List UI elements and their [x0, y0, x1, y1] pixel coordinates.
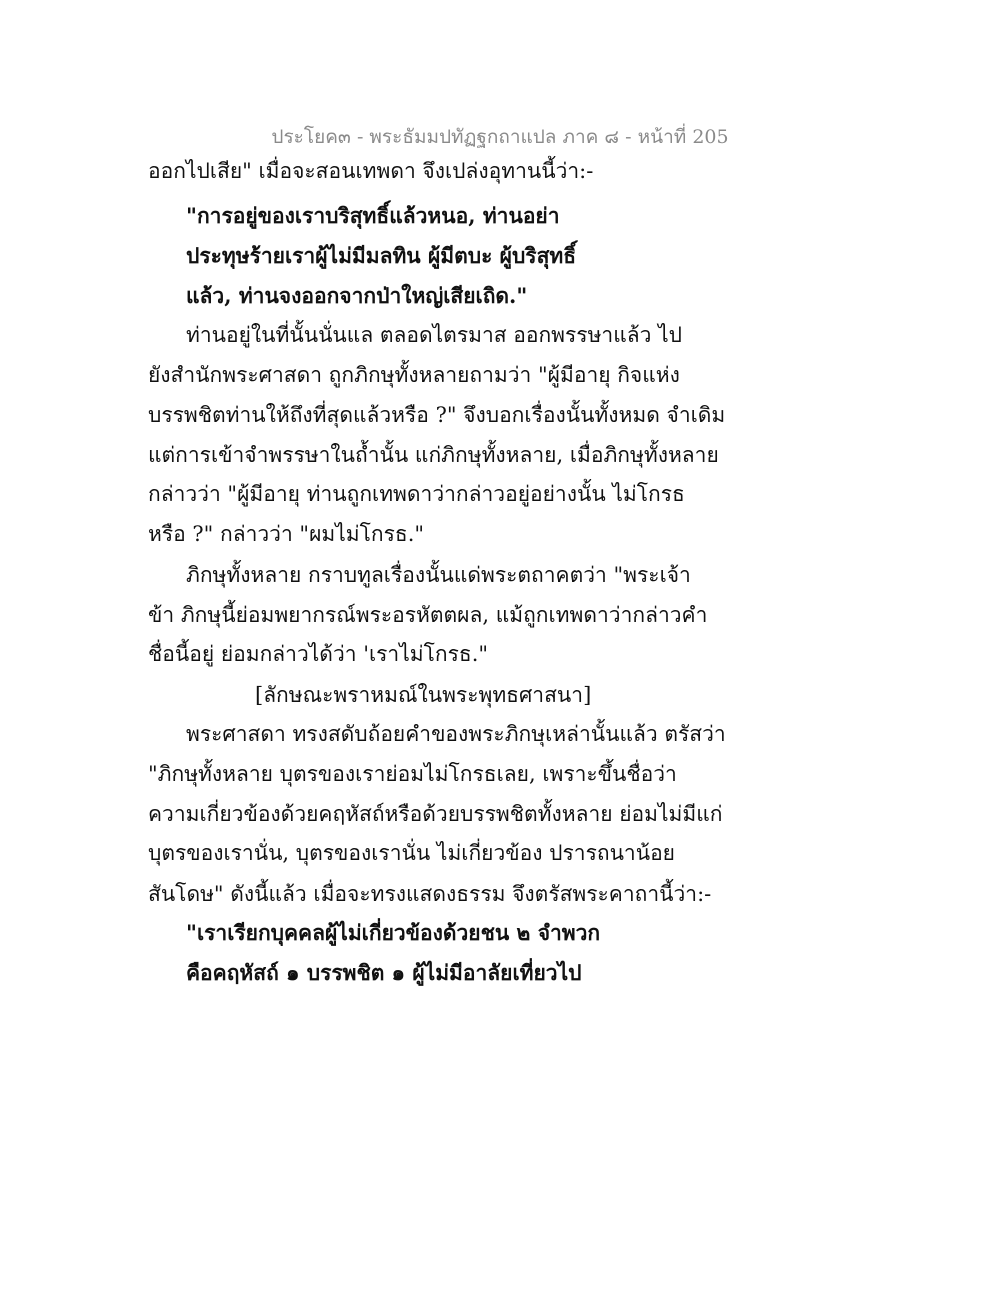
text-line: บรรพชิตท่านให้ถึงที่สุดแล้วหรือ ?" จึงบอกเรื่องนั้นทั้งหมด จำเดิม	[148, 403, 726, 427]
text-line: ออกไปเสีย" เมื่อจะสอนเทพดา จึงเปล่งอุทานนี้ว่า:-	[148, 159, 594, 183]
page-header: ประโยค๓ - พระธัมมปทัฏฐกถาแปล ภาค ๘ - หน้าที่ 205	[271, 126, 729, 148]
verse-line: คือคฤหัสถ์ ๑ บรรพชิต ๑ ผู้ไม่มีอาลัยเที่ยวไป	[186, 960, 582, 985]
verse-line: "การอยู่ของเราบริสุทธิ์แล้วหนอ, ท่านอย่า	[186, 203, 560, 228]
text-line: สันโดษ" ดังนี้แล้ว เมื่อจะทรงแสดงธรรม จึงตรัสพระคาถานี้ว่า:-	[148, 882, 712, 906]
verse-line: "เราเรียกบุคคลผู้ไม่เกี่ยวข้องด้วยชน ๒ จำพวก	[186, 920, 601, 945]
text-line: ความเกี่ยวข้องด้วยคฤหัสถ์หรือด้วยบรรพชิตทั้งหลาย ย่อมไม่มีแก่	[148, 802, 723, 826]
text-line: ท่านอยู่ในที่นั้นนั่นแล ตลอดไตรมาส ออกพรรษาแล้ว ไป	[186, 323, 682, 347]
text-line: ภิกษุทั้งหลาย กราบทูลเรื่องนั้นแด่พระตถาคตว่า "พระเจ้า	[186, 563, 691, 587]
text-line: พระศาสดา ทรงสดับถ้อยคำของพระภิกษุเหล่านั้นแล้ว ตรัสว่า	[186, 722, 726, 746]
text-line: ข้า ภิกษุนี้ย่อมพยากรณ์พระอรหัตตผล, แม้ถูกเทพดาว่ากล่าวคำ	[148, 603, 708, 627]
text-line: ยังสำนักพระศาสดา ถูกภิกษุทั้งหลายถามว่า "ผู้มีอายุ กิจแห่ง	[148, 363, 680, 387]
text-line: แต่การเข้าจำพรรษาในถ้ำนั้น แก่ภิกษุทั้งหลาย, เมื่อภิกษุทั้งหลาย	[148, 443, 719, 467]
text-line: บุตรของเรานั่น, บุตรของเรานั่น ไม่เกี่ยวข้อง ปรารถนาน้อย	[148, 841, 675, 865]
text-line: กล่าวว่า "ผู้มีอายุ ท่านถูกเทพดาว่ากล่าวอยู่อย่างนั้น ไม่โกรธ	[148, 482, 685, 506]
text-line: หรือ ?" กล่าวว่า "ผมไม่โกรธ."	[148, 522, 425, 546]
text-line: ชื่อนี้อยู่ ย่อมกล่าวได้ว่า 'เราไม่โกรธ."	[148, 642, 489, 666]
verse-line: ประทุษร้ายเราผู้ไม่มีมลทิน ผู้มีตบะ ผู้บริสุทธิ์	[186, 243, 577, 268]
section-heading: [ลักษณะพราหมณ์ในพระพุทธศาสนา]	[255, 683, 592, 707]
verse-line: แล้ว, ท่านจงออกจากป่าใหญ่เสียเถิด."	[186, 283, 528, 308]
text-line: "ภิกษุทั้งหลาย บุตรของเราย่อมไม่โกรธเลย, เพราะขึ้นชื่อว่า	[148, 762, 677, 786]
